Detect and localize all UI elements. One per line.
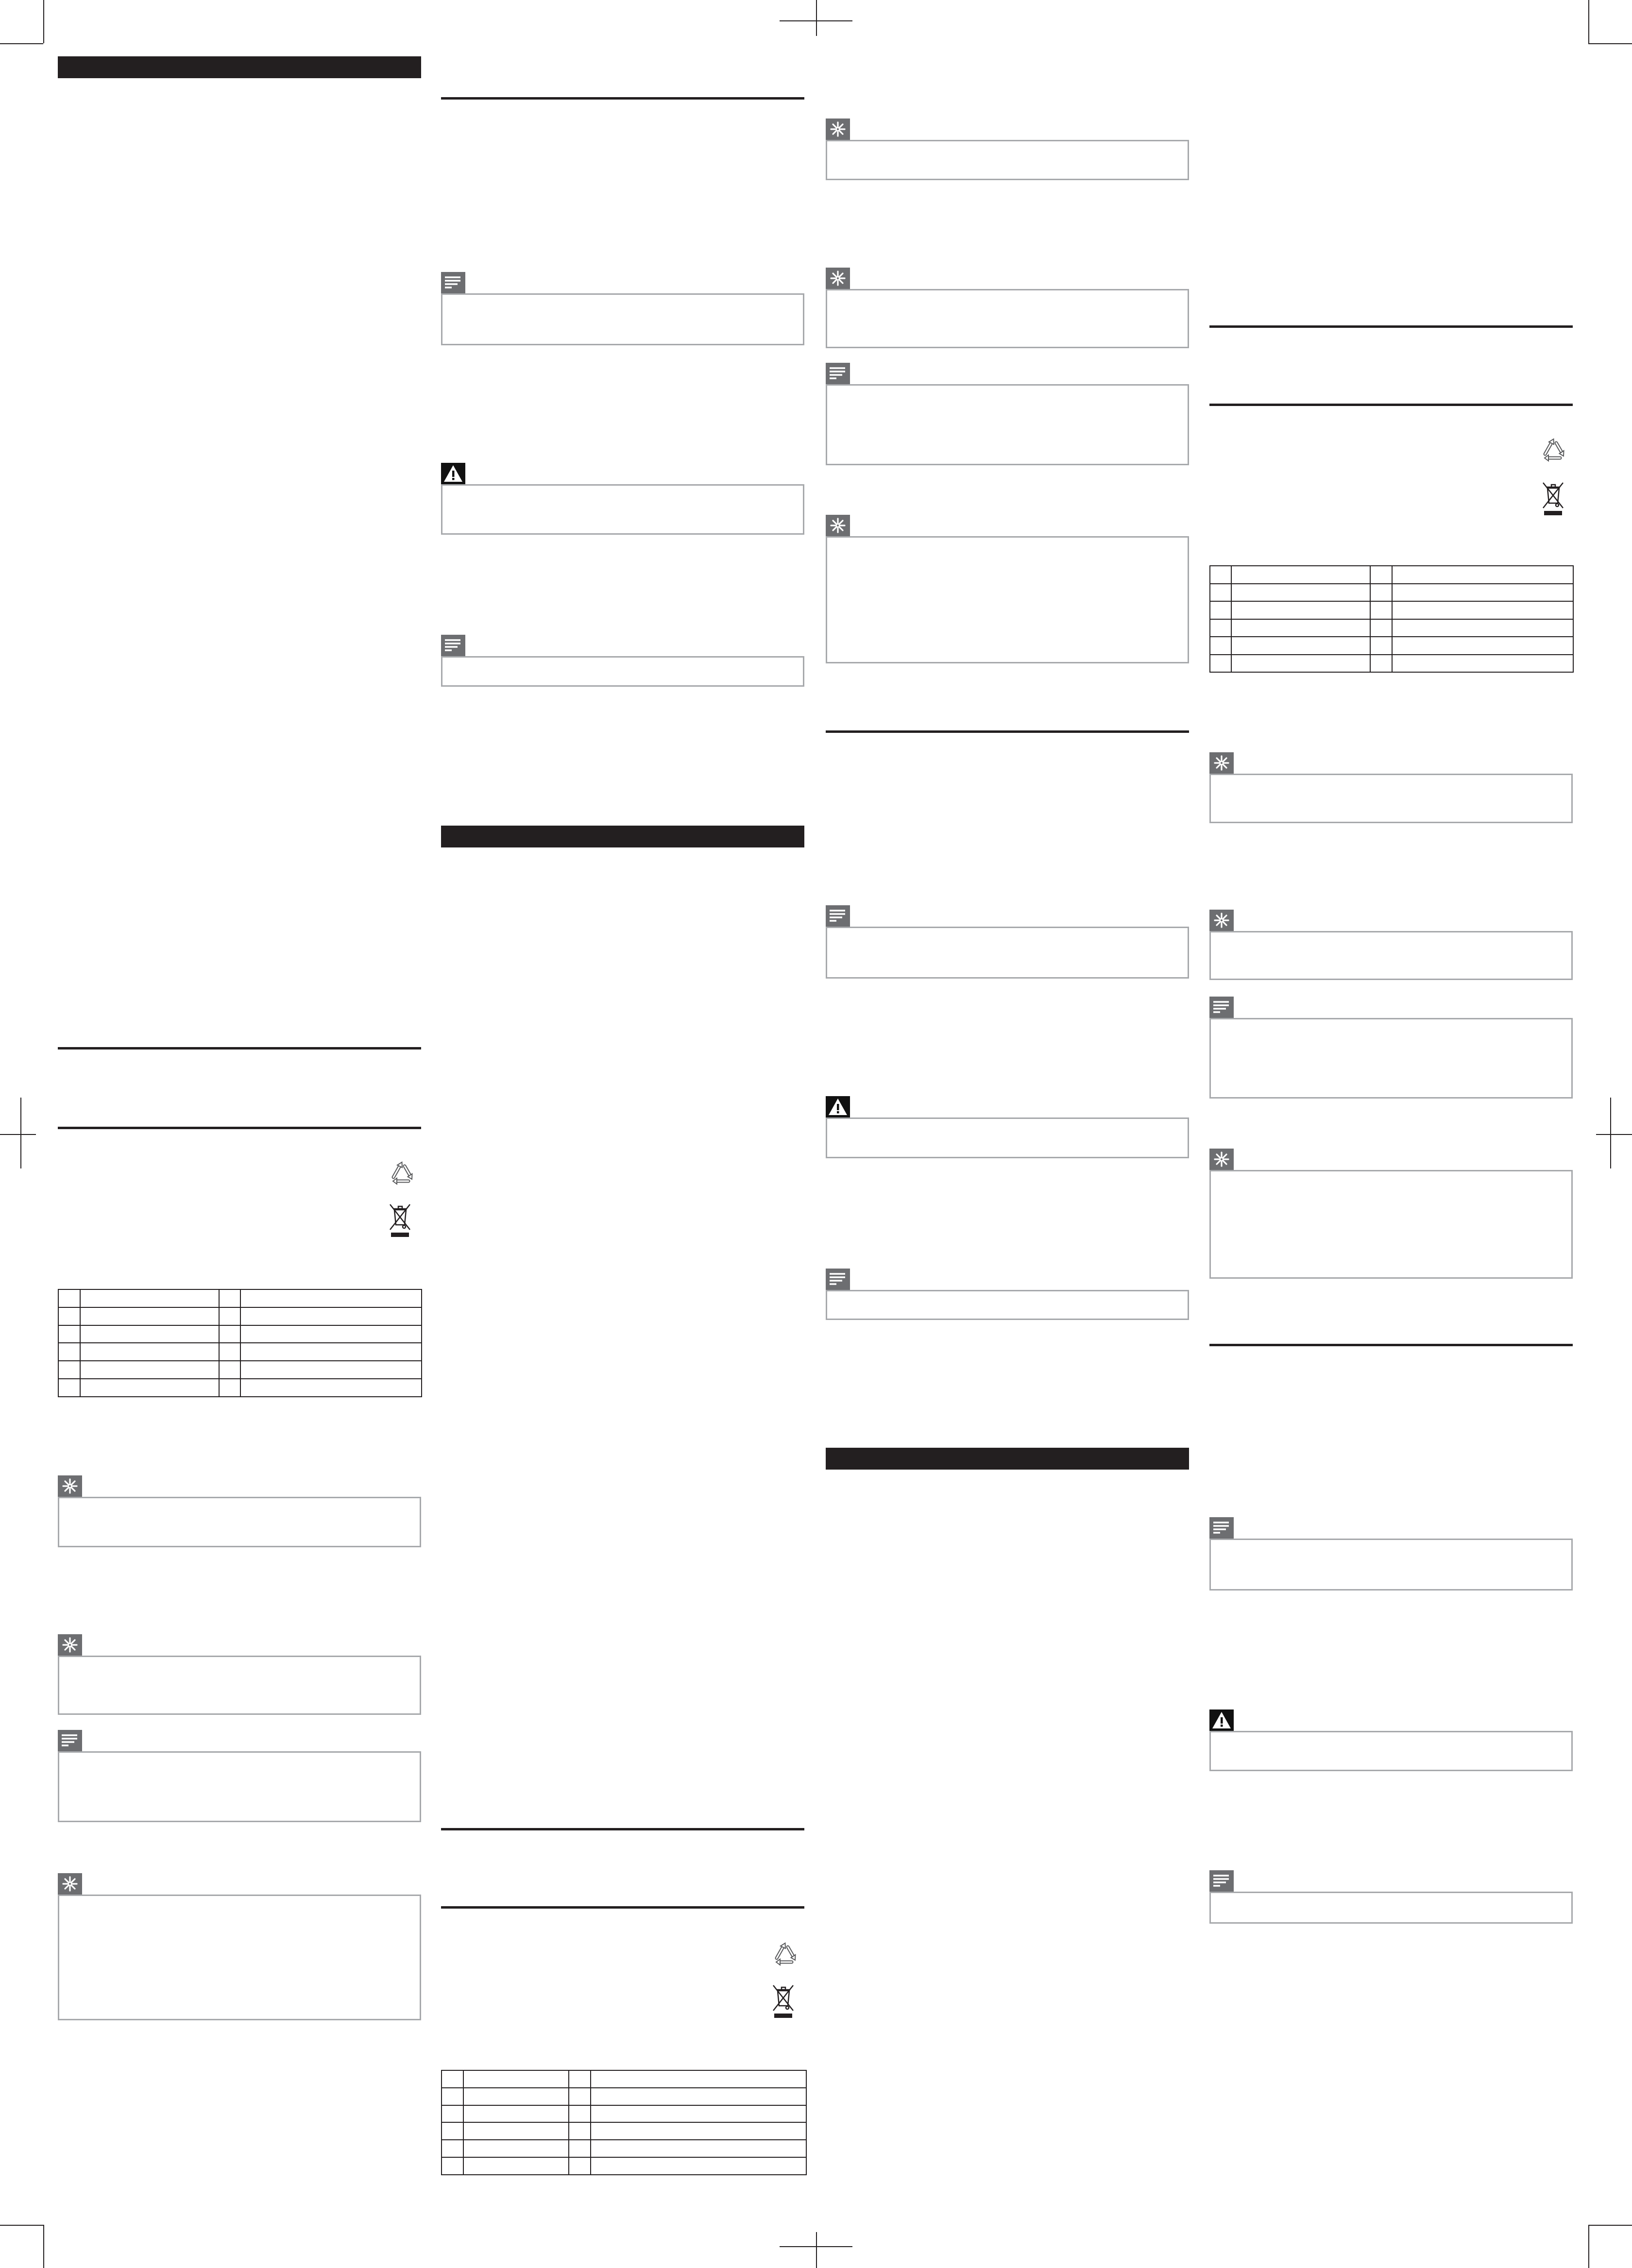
note-box [441, 656, 804, 687]
crossed-out-wheelie-bin-icon [771, 1981, 796, 2020]
crop-mark [20, 1098, 21, 1168]
warning-callout [826, 1096, 1189, 1158]
table-row [442, 2122, 806, 2140]
note-icon [826, 1269, 850, 1290]
tip-box [58, 1497, 421, 1547]
crop-mark [816, 2232, 817, 2268]
info-table [1209, 565, 1574, 673]
table-cell [591, 2105, 806, 2123]
note-box [826, 1290, 1189, 1320]
note-icon [826, 363, 850, 384]
table-row [1210, 655, 1573, 673]
table-cell [80, 1289, 219, 1307]
note-callout [1209, 1870, 1573, 1924]
info-table [441, 2070, 807, 2175]
table-cell [240, 1307, 422, 1325]
table-cell [1210, 655, 1231, 673]
section-rule [1209, 1344, 1573, 1346]
info-table [58, 1289, 422, 1397]
table-cell [569, 2070, 591, 2088]
crop-mark [816, 0, 817, 36]
note-callout [826, 1269, 1189, 1320]
table-row [442, 2140, 806, 2157]
table-cell [1392, 566, 1573, 584]
note-icon [1209, 1870, 1234, 1892]
section-rule [441, 1906, 804, 1909]
note-box [1209, 1892, 1573, 1924]
table-cell [1210, 637, 1231, 655]
crossed-out-wheelie-bin-icon [1541, 479, 1565, 518]
table-row [58, 1361, 422, 1379]
table-row [1210, 619, 1573, 637]
table-cell [1392, 584, 1573, 602]
table-row [442, 2070, 806, 2088]
table-cell [58, 1307, 80, 1325]
crop-mark [1596, 1134, 1632, 1135]
tip-icon [826, 268, 850, 289]
note-icon [826, 905, 850, 927]
note-callout [1209, 997, 1573, 1099]
tip-callout [58, 1475, 421, 1547]
table-cell [240, 1361, 422, 1379]
note-callout [1209, 1517, 1573, 1591]
tip-callout [58, 1873, 421, 2020]
tip-box [1209, 774, 1573, 823]
crop-mark [0, 1134, 36, 1135]
warning-callout [1209, 1709, 1573, 1771]
table-cell [569, 2088, 591, 2105]
table-cell [569, 2157, 591, 2175]
column-3 [826, 0, 1189, 2268]
table-cell [80, 1307, 219, 1325]
table-cell [1392, 601, 1573, 619]
table-cell [219, 1343, 240, 1361]
table-cell [569, 2105, 591, 2123]
table-cell [240, 1379, 422, 1397]
warning-box [1209, 1731, 1573, 1771]
note-callout [826, 905, 1189, 979]
note-icon [441, 272, 465, 293]
tip-callout [826, 118, 1189, 180]
column-4 [1209, 0, 1573, 2268]
table-row [1210, 601, 1573, 619]
table-cell [591, 2157, 806, 2175]
table-cell [591, 2140, 806, 2157]
table-cell [1210, 584, 1231, 602]
table-cell [219, 1361, 240, 1379]
crop-mark [1588, 0, 1589, 43]
table-row [58, 1289, 422, 1307]
table-cell [442, 2157, 463, 2175]
warning-box [826, 1117, 1189, 1158]
table-cell [569, 2122, 591, 2140]
table-cell [442, 2070, 463, 2088]
warning-icon [1209, 1709, 1234, 1731]
tip-callout [1209, 1149, 1573, 1279]
table-cell [58, 1361, 80, 1379]
note-icon [58, 1730, 82, 1751]
recycle-icon [771, 1938, 800, 1967]
section-header-bar [826, 1448, 1189, 1470]
table-cell [240, 1325, 422, 1343]
note-callout [441, 272, 804, 345]
warning-icon [826, 1096, 850, 1117]
section-rule [58, 1127, 421, 1129]
table-cell [1370, 601, 1392, 619]
table-row [1210, 566, 1573, 584]
warning-icon [441, 463, 465, 484]
tip-icon [1209, 1149, 1234, 1170]
column-1 [58, 0, 421, 2268]
table-cell [219, 1289, 240, 1307]
recycle-icon [1539, 434, 1568, 463]
column-2 [441, 0, 806, 2268]
table-cell [240, 1343, 422, 1361]
recycle-icon [388, 1157, 417, 1186]
table-cell [1370, 637, 1392, 655]
tip-callout [1209, 910, 1573, 980]
table-cell [240, 1289, 422, 1307]
section-header-bar [58, 56, 421, 78]
table-cell [1210, 619, 1231, 637]
tip-icon [58, 1873, 82, 1895]
table-cell [80, 1361, 219, 1379]
crop-mark [43, 2225, 44, 2268]
table-cell [1231, 655, 1370, 673]
tip-callout [1209, 752, 1573, 823]
crop-mark [1588, 2225, 1589, 2268]
table-cell [463, 2140, 569, 2157]
table-cell [463, 2122, 569, 2140]
note-box [1209, 1018, 1573, 1099]
table-cell [463, 2157, 569, 2175]
tip-icon [58, 1634, 82, 1656]
table-cell [1370, 584, 1392, 602]
tip-box [826, 289, 1189, 348]
tip-box [58, 1895, 421, 2020]
tip-box [1209, 931, 1573, 980]
table-cell [80, 1379, 219, 1397]
tip-box [826, 536, 1189, 663]
tip-icon [826, 118, 850, 140]
crop-mark [0, 43, 43, 44]
table-cell [1392, 637, 1573, 655]
table-cell [219, 1379, 240, 1397]
note-icon [1209, 1517, 1234, 1539]
section-rule [1209, 404, 1573, 406]
note-box [1209, 1539, 1573, 1591]
section-rule [441, 97, 804, 100]
note-box [441, 293, 804, 345]
tip-callout [826, 515, 1189, 663]
tip-icon [826, 515, 850, 536]
note-box [826, 927, 1189, 979]
table-row [1210, 584, 1573, 602]
table-row [58, 1307, 422, 1325]
tip-box [58, 1656, 421, 1715]
warning-box [441, 484, 804, 535]
note-callout [441, 635, 804, 687]
table-cell [80, 1343, 219, 1361]
table-cell [58, 1325, 80, 1343]
table-cell [1231, 601, 1370, 619]
tip-icon [1209, 752, 1234, 774]
tip-callout [58, 1634, 421, 1715]
crop-mark [1588, 43, 1632, 44]
crop-mark [1610, 1098, 1611, 1168]
table-cell [1231, 637, 1370, 655]
table-cell [1210, 601, 1231, 619]
table-cell [591, 2070, 806, 2088]
tip-box [1209, 1170, 1573, 1279]
table-cell [219, 1325, 240, 1343]
table-cell [442, 2105, 463, 2123]
table-cell [1370, 566, 1392, 584]
table-cell [463, 2105, 569, 2123]
table-cell [442, 2122, 463, 2140]
warning-callout [441, 463, 804, 535]
note-icon [1209, 997, 1234, 1018]
note-callout [826, 363, 1189, 465]
tip-callout [826, 268, 1189, 348]
table-cell [1210, 566, 1231, 584]
section-rule [58, 1047, 421, 1049]
table-cell [58, 1379, 80, 1397]
table-cell [591, 2122, 806, 2140]
table-row [58, 1343, 422, 1361]
table-cell [591, 2088, 806, 2105]
tip-icon [58, 1475, 82, 1497]
table-cell [1231, 566, 1370, 584]
table-row [58, 1379, 422, 1397]
table-cell [1370, 655, 1392, 673]
table-cell [219, 1307, 240, 1325]
section-rule [441, 1828, 804, 1830]
table-cell [1370, 619, 1392, 637]
section-rule [826, 730, 1189, 733]
crop-mark [0, 2225, 43, 2226]
table-row [442, 2105, 806, 2123]
note-box [58, 1751, 421, 1822]
note-callout [58, 1730, 421, 1822]
section-rule [1209, 325, 1573, 328]
table-cell [1231, 619, 1370, 637]
table-cell [442, 2088, 463, 2105]
table-cell [442, 2140, 463, 2157]
table-cell [1392, 619, 1573, 637]
table-row [1210, 637, 1573, 655]
table-cell [58, 1289, 80, 1307]
section-header-bar [441, 826, 804, 847]
note-icon [441, 635, 465, 656]
table-cell [1231, 584, 1370, 602]
tip-icon [1209, 910, 1234, 931]
crop-mark [43, 0, 44, 43]
table-row [442, 2088, 806, 2105]
table-cell [58, 1343, 80, 1361]
table-cell [1392, 655, 1573, 673]
table-row [58, 1325, 422, 1343]
table-cell [463, 2088, 569, 2105]
crop-mark [1588, 2225, 1632, 2226]
crossed-out-wheelie-bin-icon [388, 1201, 412, 1239]
note-box [826, 384, 1189, 465]
tip-box [826, 140, 1189, 180]
table-cell [569, 2140, 591, 2157]
table-row [442, 2157, 806, 2175]
table-cell [463, 2070, 569, 2088]
table-cell [80, 1325, 219, 1343]
